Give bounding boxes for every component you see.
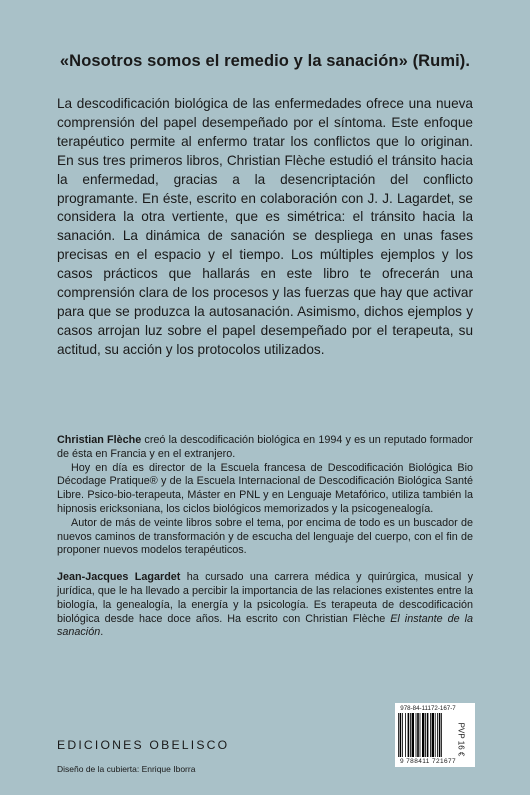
barcode-digits: 9 788411 721677 <box>399 758 457 765</box>
author-name-christian: Christian Flèche <box>57 434 142 446</box>
bio-christian-paragraph-3: Autor de más de veinte libros sobre el tema, por encima de todo es un buscador de nuevos caminos de transformación y de escucha del lenguaje del cuerpo, con el fin de proponer nuevos modelos terapéuticos. <box>57 516 473 557</box>
publisher-name: EDICIONES OBELISCO <box>57 738 230 752</box>
bio-christian-paragraph-2: Hoy en día es director de la Escuela francesa de Descodificación Biológica Bio Décodage Pratique® y de la Escuela Internacional de Descodificación Biológica Santé Libre. Psico-bio-terapeuta, Máster en PNL y en Lenguaje Metafórico, utiliza también la hipnosis ericksoniana, los ciclos biológicos memorizados y la psicogenealogía. <box>57 461 473 515</box>
back-cover-quote: «Nosotros somos el remedio y la sanación» (Rumi). <box>59 52 471 70</box>
author-bios <box>57 434 473 640</box>
barcode-icon <box>398 713 458 757</box>
synopsis-paragraph: La descodificación biológica de las enfermedades ofrece una nueva comprensión del papel desempeñado por el síntoma. Este enfoque terapéutico permite al enfermo tratar los conflictos que lo originan. En sus tres primeros libros, Christian Flèche estudió el tránsito hacia la enfermedad, gracias a la desencriptación del conflicto programante. En éste, escrito en colaboración con J. J. Lagardet, se considera la otra vertiente, que es simétrica: el tránsito hacia la sanación. La dinámica de sanación se despliega en unas fases precisas en el espacio y el tiempo. Los múltiples ejemplos y los casos prácticos que hallarás en este libro te ofrecerán una comprensión clara de los procesos y las fuerzas que hay que activar para que se produzca la autosanación. Asimismo, dichos ejemplos y casos arrojan luz sobre el papel desempeñado por el terapeuta, su actitud, su acción y los protocolos utilizados. <box>57 96 473 357</box>
price-label: PVP 16 € <box>456 722 466 757</box>
author-name-jean-jacques: Jean-Jacques Lagardet <box>57 571 181 584</box>
cover-design-credit: Diseño de la cubierta: Enrique Iborra <box>57 764 196 774</box>
isbn-number: 978-84-11172-167-7 <box>400 705 456 712</box>
bio-christian-paragraph-1: Christian Flèche creó la descodificación biológica en 1994 y es un reputado formador de ésta en Francia y en el extranjero. <box>57 434 474 460</box>
isbn-barcode-panel <box>395 703 475 767</box>
book-title-reference: El instante de la sanación <box>57 612 474 639</box>
bio-jean-jacques-paragraph: Jean-Jacques Lagardet ha cursado una carrera médica y quirúrgica, musical y jurídica, que le ha llevado a percibir la importancia de las relaciones existentes entre la biología, la genealogía, la energía y la psicología. Es terapeuta de descodificación biológica desde hace doce años. Ha escrito con Christian Flèche El instante de la sanación. <box>57 571 474 639</box>
book-synopsis <box>57 95 473 360</box>
